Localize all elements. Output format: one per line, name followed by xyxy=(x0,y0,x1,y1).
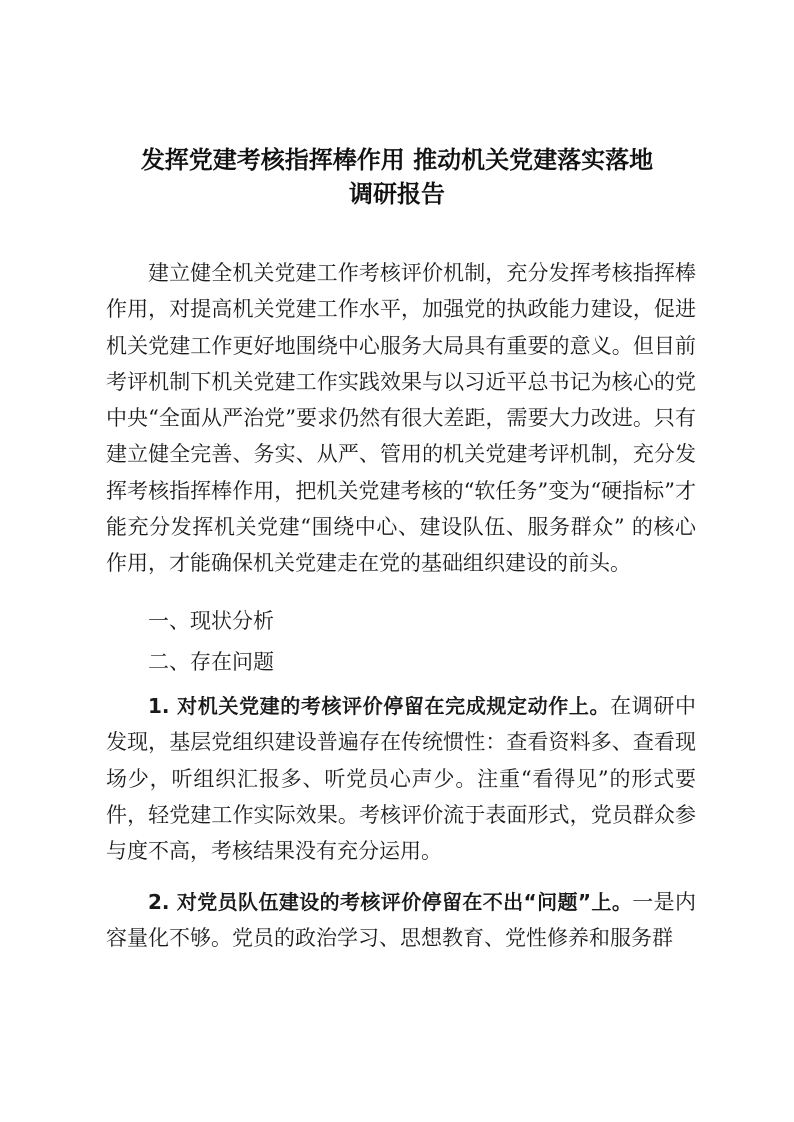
problem-item-2-text: 一是内容量化不够。党员的政治学习、思想教育、党性修养和服务群 xyxy=(106,890,697,951)
document-title-line-1: 发挥党建考核指挥棒作用 推动机关党建落实落地 xyxy=(140,146,654,174)
section-heading-problems: 二、存在问题 xyxy=(148,650,274,674)
problem-item-2 xyxy=(106,884,696,957)
problem-item-2-lead: 2. 对党员队伍建设的考核评价停留在不出“问题”上。 xyxy=(148,890,633,914)
document-title-line-2: 调研报告 xyxy=(349,180,445,208)
section-heading-status: 一、现状分析 xyxy=(148,609,274,633)
intro-paragraph: 建立健全机关党建工作考核评价机制，充分发挥考核指挥棒作用，对提高机关党建工作水平，加强党的执政能力建设，促进机关党建工作更好地围绕中心服务大局具有重要的意义。但目前考评机制下机关党建工作实践效果与以习近平总书记为核心的党中央“全面从严治党”要求仍然有很大差距，需要大力改进。只有建立健全完善、务实、从严、管用的机关党建考评机制，充分发挥考核指挥棒作用，把机关党建考核的“软任务”变为“硬指标”才能充分发挥机关党建“围绕中心、建设队伍、服务群众” 的核心作用，才能确保机关党建走在党的基础组织建设的前头。 xyxy=(106,261,696,576)
problem-item-1-text: 在调研中发现，基层党组织建设普遍存在传统惯性：查看资料多、查看现场少，听组织汇报多、听党员心声少。注重“看得见”的形式要件，轻党建工作实际效果。考核评价流于表面形式，党员群众参与度不高，考核结果没有充分运用。 xyxy=(106,694,697,864)
problem-item-1 xyxy=(106,688,696,869)
problem-item-1-lead: 1. 对机关党建的考核评价停留在完成规定动作上。 xyxy=(148,694,611,718)
